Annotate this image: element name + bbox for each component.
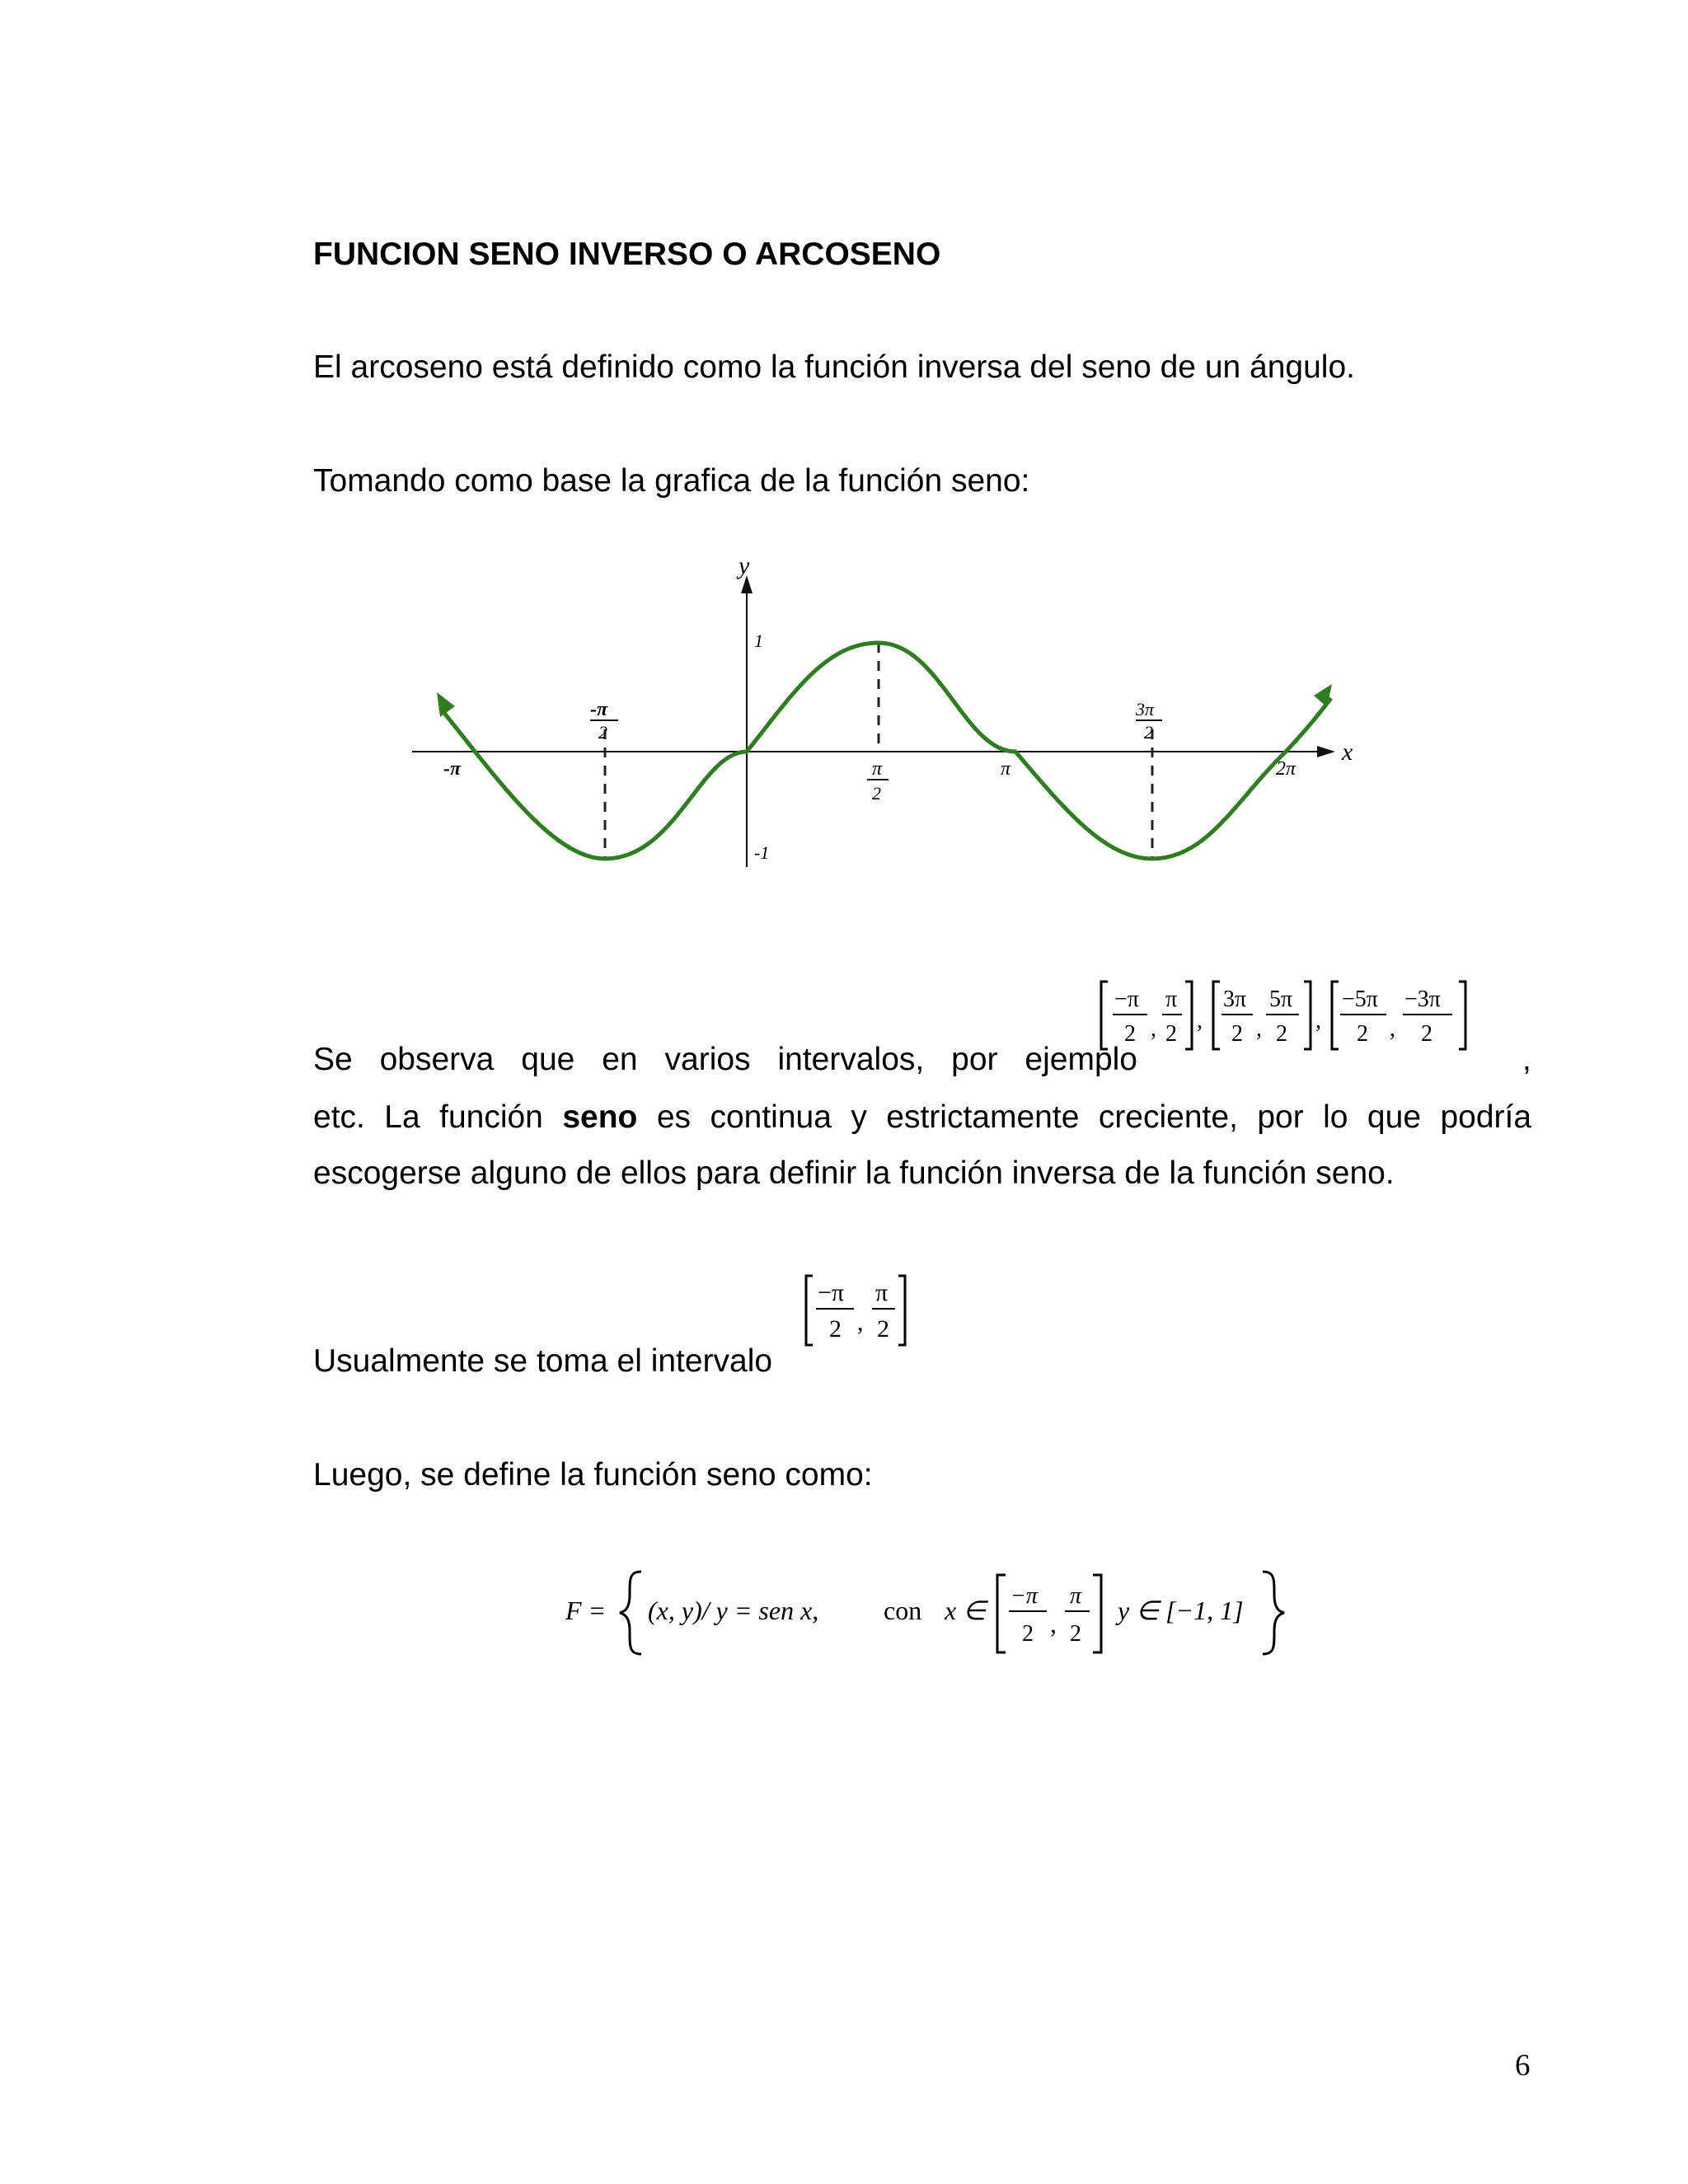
usual-a-den: 2 — [829, 1315, 842, 1343]
usual-b-num: π — [875, 1279, 889, 1306]
set-definition-formula — [560, 1562, 1286, 1661]
paragraph-line-3: escogerse alguno de ellos para definir la función inversa de la función seno. — [313, 1155, 1395, 1191]
formula-b-num: π — [1070, 1583, 1082, 1609]
interval-1-b-num: π — [1165, 987, 1178, 1012]
x-tick-neg-pi-half-den: 2 — [598, 722, 607, 743]
x-axis-arrow-icon — [1317, 746, 1335, 757]
formula-x-in: x ∈ — [945, 1596, 987, 1625]
interval-examples — [1096, 975, 1525, 1057]
paragraph-line-1 — [313, 1038, 1137, 1081]
x-tick-pi-half-den: 2 — [872, 783, 881, 804]
formula-con: con — [884, 1596, 922, 1625]
x-tick-neg-pi: -π — [443, 758, 462, 780]
bold-term: seno — [562, 1099, 638, 1135]
sine-graph — [404, 552, 1368, 882]
interval-3-b-den: 2 — [1421, 1021, 1432, 1047]
usual-sep: , — [857, 1309, 864, 1336]
formula-y-in: y ∈ [−1, 1] — [1118, 1596, 1244, 1625]
interval-1-a-den: 2 — [1124, 1021, 1136, 1047]
definition-intro-text: Luego, se define la función seno como: — [313, 1457, 873, 1493]
usual-b-den: 2 — [877, 1315, 889, 1343]
x-tick-neg-pi-half-num: -π — [590, 699, 608, 720]
formula-sep: , — [1050, 1609, 1057, 1638]
interval-2-b-den: 2 — [1276, 1021, 1287, 1047]
usual-interval-text: Usualmente se toma el intervalo — [313, 1343, 773, 1379]
paragraph-line-2 — [313, 1096, 1531, 1139]
x-tick-3pi-half-den: 2 — [1144, 722, 1153, 743]
interval-3-b-num: −3π — [1404, 987, 1441, 1012]
formula-lhs: F = — [565, 1596, 607, 1625]
graph-intro-text: Tomando como base la grafica de la función seno: — [313, 463, 1030, 499]
formula-a-den: 2 — [1022, 1621, 1034, 1647]
formula-b-den: 2 — [1070, 1621, 1081, 1647]
x-tick-pi: π — [1001, 758, 1011, 780]
formula-set-start: (x, y)/ y = sen x, — [648, 1596, 819, 1625]
interval-sep-2: , — [1315, 1008, 1321, 1033]
y-tick-1: 1 — [754, 630, 763, 651]
interval-3-a-den: 2 — [1357, 1021, 1368, 1047]
definition-text: El arcoseno está definido como la función inversa del seno de un ángulo. — [313, 349, 1355, 385]
usual-a-num: −π — [818, 1279, 845, 1306]
left-brace-icon — [620, 1572, 641, 1654]
interval-2-sep: , — [1256, 1016, 1262, 1042]
x-tick-pi-half-num: π — [872, 758, 883, 780]
right-brace-icon — [1263, 1572, 1284, 1654]
interval-2-a-den: 2 — [1231, 1021, 1243, 1047]
x-tick-3pi-half-num: 3π — [1136, 699, 1155, 719]
page-number: 6 — [1515, 2049, 1531, 2083]
paragraph-text: Se observa que en varios intervalos, por ejemplo — [313, 1042, 1137, 1077]
interval-3-sep: , — [1390, 1016, 1395, 1042]
interval-1-a-num: −π — [1114, 987, 1139, 1012]
interval-1-b-den: 2 — [1165, 1021, 1177, 1047]
interval-2-b-num: 5π — [1269, 987, 1293, 1012]
interval-3-a-num: −5π — [1342, 987, 1378, 1012]
formula-a-num: −π — [1010, 1583, 1038, 1609]
paragraph-text: etc. La función — [313, 1099, 543, 1135]
x-axis-label: x — [1342, 738, 1353, 766]
interval-2-a-num: 3π — [1223, 987, 1247, 1012]
interval-sep-1: , — [1197, 1008, 1203, 1033]
usual-interval — [799, 1269, 923, 1352]
paragraph-text: es continua y estrictamente creciente, por lo que podría — [656, 1099, 1532, 1135]
page-title: FUNCION SENO INVERSO O ARCOSENO — [313, 237, 941, 272]
paragraph-comma: , — [1522, 1042, 1531, 1077]
y-tick-neg1: -1 — [754, 842, 770, 863]
interval-1-sep: , — [1151, 1016, 1156, 1042]
y-axis-label: y — [738, 552, 750, 579]
x-tick-2pi: 2π — [1276, 758, 1296, 780]
